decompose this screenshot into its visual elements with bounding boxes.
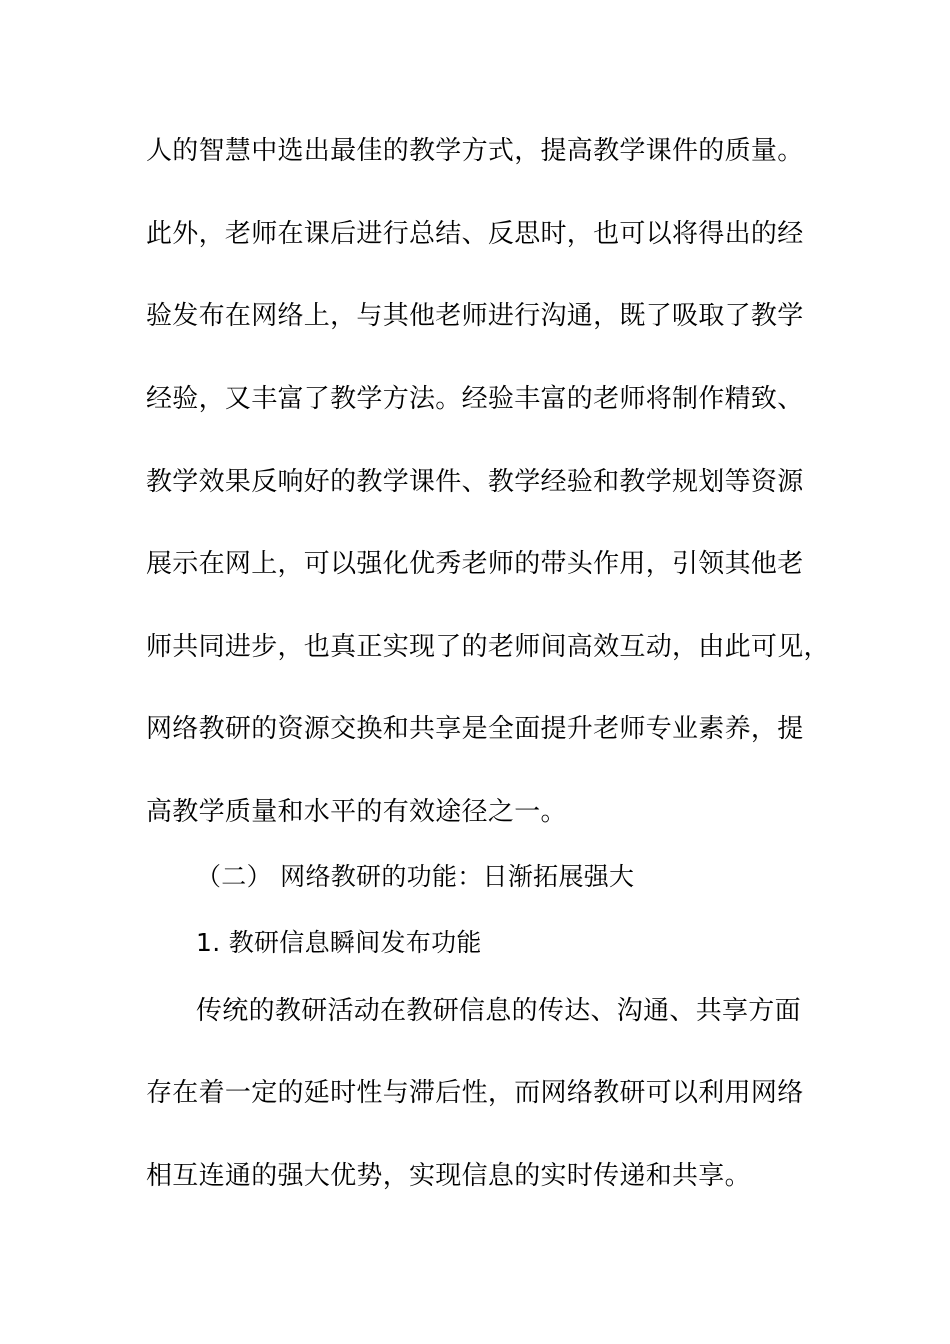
subsection-heading: 1. 教研信息瞬间发布功能 [196, 928, 482, 957]
body-text-line: 验发布在网络上，与其他老师进行沟通，既了吸取了教学 [146, 301, 804, 331]
body-text-line: 人的智慧中选出最佳的教学方式，提高教学课件的质量。 [146, 136, 804, 166]
body-text-line: 经验，又丰富了教学方法。经验丰富的老师将制作精致、 [146, 384, 804, 414]
body-text-line: 网络教研的资源交换和共享是全面提升老师专业素养，提 [146, 714, 804, 744]
body-text-line: 传统的教研活动在教研信息的传达、沟通、共享方面 [196, 996, 801, 1026]
body-text-line: 教学效果反响好的教学课件、教学经验和教学规划等资源 [146, 467, 804, 497]
body-text-line: 高教学质量和水平的有效途径之一。 [146, 797, 567, 827]
body-text-line: 相互连通的强大优势，实现信息的实时传递和共享。 [146, 1161, 751, 1191]
body-text-line: 此外，老师在课后进行总结、反思时，也可以将得出的经 [146, 219, 804, 249]
body-text-line: 师共同进步，也真正实现了的老师间高效互动，由此可见， [146, 632, 830, 662]
body-text-line: 展示在网上，可以强化优秀老师的带头作用，引领其他老 [146, 549, 804, 579]
section-heading: （二） 网络教研的功能：日渐拓展强大 [196, 862, 635, 891]
body-text-line: 存在着一定的延时性与滞后性，而网络教研可以利用网络 [146, 1078, 804, 1108]
